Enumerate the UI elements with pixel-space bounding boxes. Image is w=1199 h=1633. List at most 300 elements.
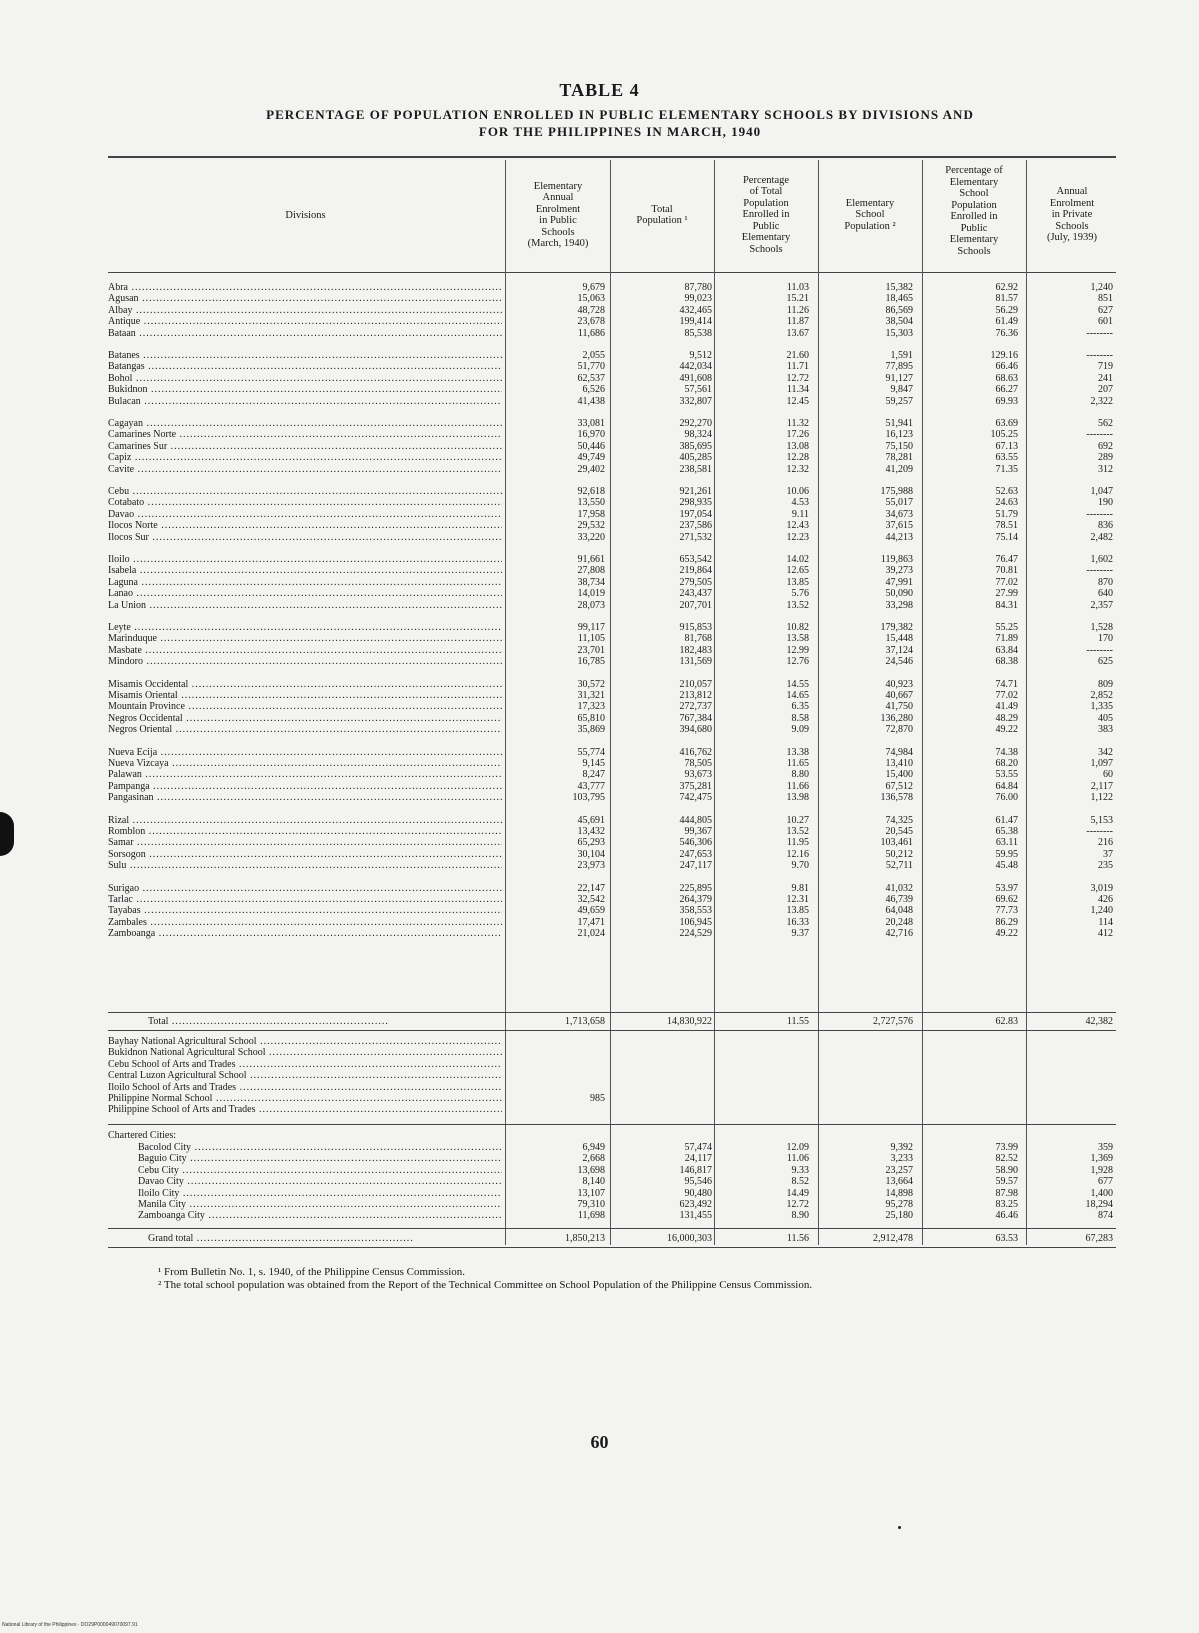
table-cell: 77,895 [885, 361, 913, 373]
table-cell: 2,322 [1090, 395, 1113, 407]
table-row [108, 577, 1116, 588]
table-cell: 53.97 [995, 882, 1018, 894]
schools-bottom-rule [108, 1124, 1116, 1125]
table-cell: 11,686 [577, 327, 605, 339]
table-cell: -------- [1086, 327, 1113, 339]
division-name: Marinduque ..... [108, 633, 502, 644]
scan-speck [898, 1526, 901, 1529]
table-cell: 33,081 [577, 418, 605, 429]
table-row [108, 849, 1116, 860]
division-name: Cavite ..... [108, 464, 502, 475]
table-cell: 9,679 [582, 282, 605, 293]
table-cell: 18,465 [885, 293, 913, 305]
division-name: Baguio City ..... [138, 1153, 502, 1164]
table-cell: 5,153 [1090, 814, 1113, 826]
table-cell: 24.63 [995, 497, 1018, 509]
table-cell: -------- [1086, 565, 1113, 577]
table-cell: 103,461 [880, 837, 913, 849]
table-cell: 33,220 [577, 531, 605, 543]
table-cell: 74.71 [995, 678, 1018, 690]
division-name: Zamboanga ..... [108, 928, 502, 939]
table-cell: 9.37 [791, 928, 809, 940]
table-cell: 45.48 [995, 860, 1018, 872]
table-cell: 37,615 [885, 520, 913, 532]
table-cell: 10.27 [786, 814, 809, 826]
table-cell: 74,984 [885, 746, 913, 758]
table-row [108, 883, 1116, 894]
table-cell: 1,928 [1090, 1164, 1113, 1176]
table-cell: 49,749 [577, 452, 605, 464]
table-cell: 52,711 [885, 860, 913, 872]
table-cell: 13,107 [577, 1187, 605, 1199]
table-cell: 985 [590, 1093, 605, 1104]
table-cell: 272,737 [679, 701, 712, 713]
table-cell: 625 [1098, 656, 1113, 668]
school-name: Bukidnon National Agricultural School ..... [108, 1047, 502, 1058]
table-cell: 75,150 [885, 440, 913, 452]
table-cell: 546,306 [679, 837, 712, 849]
division-name: Lanao ..... [108, 588, 502, 599]
table-cell: 11.26 [786, 304, 809, 316]
table-cell: 57,561 [684, 384, 712, 396]
table-cell: 77.02 [995, 690, 1018, 701]
total-row [108, 1016, 1116, 1027]
table-cell: 55,774 [577, 746, 605, 758]
table-cell: 71.89 [995, 633, 1018, 645]
table-cell: -------- [1086, 826, 1113, 837]
table-cell: 42,716 [885, 928, 913, 940]
table-row [108, 815, 1116, 826]
division-name: Misamis Occidental ..... [108, 679, 502, 690]
table-cell: 11.32 [786, 418, 809, 429]
division-name: Rizal ..... [108, 815, 502, 826]
table-cell: 11.34 [786, 384, 809, 396]
table-cell: 16,970 [577, 429, 605, 441]
city-row [108, 1210, 1116, 1221]
table-row [108, 328, 1116, 339]
table-row [108, 679, 1116, 690]
division-name: Davao ..... [108, 509, 502, 520]
table-cell: 63.11 [995, 837, 1018, 849]
table-cell: 1,240 [1090, 282, 1113, 293]
school-name: Philippine School of Arts and Trades ..... [108, 1104, 502, 1115]
division-name: Bacolod City ..... [138, 1142, 502, 1153]
table-cell: 8.58 [791, 712, 809, 724]
division-name: Batanes ..... [108, 350, 502, 361]
table-cell: 12.72 [786, 1199, 809, 1210]
table-cell: 136,280 [880, 712, 913, 724]
table-cell: 358,553 [679, 905, 712, 917]
division-name: Isabela ..... [108, 565, 502, 576]
division-name: Bukidnon ..... [108, 384, 502, 395]
table-cell: 60 [1103, 769, 1113, 781]
table-cell: 49.22 [995, 928, 1018, 940]
table-row [108, 418, 1116, 429]
table-cell: 17,471 [577, 916, 605, 928]
table-cell: 13.52 [786, 826, 809, 837]
table-cell: 640 [1098, 588, 1113, 600]
table-cell: 28,073 [577, 599, 605, 611]
table-cell: 874 [1098, 1210, 1113, 1222]
table-cell: -------- [1086, 350, 1113, 361]
table-cell: 8.90 [791, 1210, 809, 1222]
table-cell: 46,739 [885, 894, 913, 905]
table-cell: 65,293 [577, 837, 605, 849]
table-row [108, 600, 1116, 611]
table-row [108, 316, 1116, 327]
table-cell: 76.00 [995, 792, 1018, 804]
school-name: Cebu School of Arts and Trades ..... [108, 1059, 502, 1070]
subtitle-line-1: PERCENTAGE OF POPULATION ENROLLED IN PUBLIC ELEMENTARY SCHOOLS BY DIVISIONS AND [266, 107, 974, 122]
division-name: Masbate ..... [108, 645, 502, 656]
table-cell: 64.84 [995, 780, 1018, 792]
table-cell: 16.33 [786, 916, 809, 928]
table-cell: 62.83 [995, 1016, 1018, 1027]
table-cell: 31,321 [577, 690, 605, 701]
table-cell: 99,367 [684, 826, 712, 837]
table-cell: 50,446 [577, 440, 605, 452]
table-cell: 63.69 [995, 418, 1018, 429]
table-cell: 43,777 [577, 780, 605, 792]
table-cell: 2,912,478 [873, 1233, 913, 1244]
table-cell: 210,057 [679, 678, 712, 690]
table-cell: 1,713,658 [565, 1016, 605, 1027]
scan-credit: National Library of the Philippines · DO29P000049070097.91 [2, 1622, 138, 1628]
school-row [108, 1036, 1116, 1047]
table-cell: 1,097 [1090, 758, 1113, 769]
table-cell: 66.27 [995, 384, 1018, 396]
table-cell: 63.55 [995, 452, 1018, 464]
table-cell: 69.93 [995, 395, 1018, 407]
table-cell: 12.72 [786, 372, 809, 384]
table-row [108, 747, 1116, 758]
table-cell: 11.56 [786, 1233, 809, 1244]
table-cell: 719 [1098, 361, 1113, 373]
table-cell: 105.25 [990, 429, 1018, 441]
school-row [108, 1093, 1116, 1104]
table-cell: 677 [1098, 1176, 1113, 1188]
division-name: Manila City ..... [138, 1199, 502, 1210]
table-cell: 224,529 [679, 928, 712, 940]
table-cell: 11.06 [786, 1153, 809, 1165]
division-name: Laguna ..... [108, 577, 502, 588]
table-row [108, 837, 1116, 848]
table-cell: 136,578 [880, 792, 913, 804]
division-name: Pangasinan ..... [108, 792, 502, 803]
table-cell: 63.84 [995, 644, 1018, 656]
table-cell: 62,537 [577, 372, 605, 384]
table-cell: 243,437 [679, 588, 712, 600]
table-cell: 92,618 [577, 486, 605, 497]
table-cell: 3,019 [1090, 882, 1113, 894]
header-enrolment: Elementary Annual Enrolment in Public Schools (March, 1940) [527, 180, 589, 249]
table-row [108, 928, 1116, 939]
table-cell: 385,695 [679, 440, 712, 452]
header-private-enrolment: Annual Enrolment in Private Schools (July, 1939) [1046, 186, 1098, 244]
table-cell: 38,734 [577, 576, 605, 588]
table-cell: 11.03 [786, 282, 809, 293]
table-cell: -------- [1086, 644, 1113, 656]
table-cell: 67,512 [885, 780, 913, 792]
table-cell: 27,808 [577, 565, 605, 577]
table-cell: 99,117 [577, 622, 605, 633]
table-cell: 12.09 [786, 1142, 809, 1153]
table-cell: 87,780 [684, 282, 712, 293]
table-cell: 74.38 [995, 746, 1018, 758]
table-cell: 44,213 [885, 531, 913, 543]
table-cell: 2,055 [582, 350, 605, 361]
table-cell: 119,863 [880, 554, 913, 565]
division-name: Ilocos Norte ..... [108, 520, 502, 531]
page-number: 60 [590, 1432, 609, 1452]
table-cell: 50,212 [885, 848, 913, 860]
table-cell: 41,438 [577, 395, 605, 407]
division-name: Nueva Vizcaya ..... [108, 758, 502, 769]
table-cell: 289 [1098, 452, 1113, 464]
table-cell: 14,898 [885, 1187, 913, 1199]
table-row [108, 396, 1116, 407]
table-cell: 2,117 [1090, 780, 1113, 792]
table-cell: 47,991 [885, 576, 913, 588]
table-cell: 491,608 [679, 372, 712, 384]
table-cell: 13.98 [786, 792, 809, 804]
table-title: TABLE 4 [559, 80, 640, 100]
table-cell: 235 [1098, 860, 1113, 872]
table-row [108, 701, 1116, 712]
school-name: Bayhay National Agricultural School ..... [108, 1036, 502, 1047]
table-cell: 279,505 [679, 576, 712, 588]
table-cell: 8.52 [791, 1176, 809, 1188]
table-cell: 78,505 [684, 758, 712, 769]
table-cell: 13.67 [786, 327, 809, 339]
division-name: Pampanga ..... [108, 781, 502, 792]
table-cell: 14,019 [577, 588, 605, 600]
table-row [108, 532, 1116, 543]
table-row [108, 758, 1116, 769]
table-cell: 332,807 [679, 395, 712, 407]
table-cell: 95,546 [684, 1176, 712, 1188]
table-cell: 1,122 [1090, 792, 1113, 804]
table-cell: 851 [1098, 293, 1113, 305]
table-cell: 42,382 [1085, 1016, 1113, 1027]
table-cell: 65,810 [577, 712, 605, 724]
table-cell: 12.31 [786, 894, 809, 905]
table-row [108, 486, 1116, 497]
table-cell: 14.65 [786, 690, 809, 701]
division-name: Negros Oriental ..... [108, 724, 502, 735]
table-cell: 190 [1098, 497, 1113, 509]
table-row [108, 826, 1116, 837]
table-cell: 241 [1098, 372, 1113, 384]
table-cell: 81,768 [684, 633, 712, 645]
table-row [108, 622, 1116, 633]
table-cell: 225,895 [679, 882, 712, 894]
division-name: Total ..... [108, 1016, 502, 1027]
table-cell: 207,701 [679, 599, 712, 611]
table-cell: 51,941 [885, 418, 913, 429]
table-row [108, 917, 1116, 928]
table-cell: 237,586 [679, 520, 712, 532]
table-cell: 27.99 [995, 588, 1018, 600]
footnote-2: ² The total school population was obtained from the Report of the Technical Committee on School Population of the Philippine Census Commission. [158, 1279, 813, 1291]
school-row [108, 1104, 1116, 1115]
table-cell: 13,410 [885, 758, 913, 769]
table-cell: 14.02 [786, 554, 809, 565]
division-name: Sulu ..... [108, 860, 502, 871]
table-cell: 9.81 [791, 882, 809, 894]
table-cell: 51.79 [995, 508, 1018, 520]
table-cell: 14.55 [786, 678, 809, 690]
division-name: Romblon ..... [108, 826, 502, 837]
table-cell: 23,973 [577, 860, 605, 872]
table-row [108, 429, 1116, 440]
table-row [108, 361, 1116, 372]
table-cell: 342 [1098, 746, 1113, 758]
table-cell: 12.65 [786, 565, 809, 577]
table-cell: 34,673 [885, 508, 913, 520]
table-row [108, 724, 1116, 735]
table-cell: 627 [1098, 304, 1113, 316]
table-cell: 312 [1098, 463, 1113, 475]
table-cell: 14,830,922 [667, 1016, 712, 1027]
table-cell: 76.47 [995, 554, 1018, 565]
school-name: Iloilo School of Arts and Trades ..... [108, 1082, 502, 1093]
table-cell: 93,673 [684, 769, 712, 781]
table-cell: 12.45 [786, 395, 809, 407]
division-name: Abra ..... [108, 282, 502, 293]
table-row [108, 497, 1116, 508]
table-cell: 1,528 [1090, 622, 1113, 633]
table-row [108, 441, 1116, 452]
footnotes [108, 1266, 1116, 1292]
table-cell: 9.09 [791, 724, 809, 736]
table-row [108, 293, 1116, 304]
table-cell: 29,402 [577, 463, 605, 475]
table-cell: 72,870 [885, 724, 913, 736]
header-divisions: Divisions [285, 209, 326, 221]
table-cell: 15,303 [885, 327, 913, 339]
school-row [108, 1047, 1116, 1058]
table-row [108, 520, 1116, 531]
division-name: Zambales ..... [108, 917, 502, 928]
header-school-population: Elementary School Population ² [844, 197, 896, 232]
table-cell: 90,480 [684, 1187, 712, 1199]
table-cell: 32,542 [577, 894, 605, 905]
table-cell: 264,379 [679, 894, 712, 905]
table-row [108, 384, 1116, 395]
table-cell: 67,283 [1085, 1233, 1113, 1244]
division-name: Grand total ..... [108, 1233, 502, 1244]
grand-total-bottom-rule [108, 1247, 1116, 1248]
table-cell: 64,048 [885, 905, 913, 917]
table-cell: 20,545 [885, 826, 913, 837]
table-cell: 30,572 [577, 678, 605, 690]
division-name: Davao City ..... [138, 1176, 502, 1187]
table-cell: 76.36 [995, 327, 1018, 339]
table-cell: 41.49 [995, 701, 1018, 713]
table-row [108, 769, 1116, 780]
table-cell: 182,483 [679, 644, 712, 656]
chartered-cities-label-row [108, 1130, 1116, 1141]
city-row [108, 1165, 1116, 1176]
table-cell: 9,847 [890, 384, 913, 396]
table-cell: 13.52 [786, 599, 809, 611]
table-cell: 16,785 [577, 656, 605, 668]
division-name: Iloilo ..... [108, 554, 502, 565]
table-cell: 73.99 [995, 1142, 1018, 1153]
table-cell: 65.38 [995, 826, 1018, 837]
table-cell: 114 [1098, 916, 1113, 928]
table-cell: 66.46 [995, 361, 1018, 373]
division-name: Capiz ..... [108, 452, 502, 463]
table-cell: 2,852 [1090, 690, 1113, 701]
table-row [108, 781, 1116, 792]
table-cell: 271,532 [679, 531, 712, 543]
table-cell: 442,034 [679, 361, 712, 373]
table-cell: 37 [1103, 848, 1113, 860]
table-cell: 95,278 [885, 1199, 913, 1210]
table-cell: 59,257 [885, 395, 913, 407]
table-cell: -------- [1086, 429, 1113, 441]
total-top-rule [108, 1012, 1116, 1013]
table-cell: 15,382 [885, 282, 913, 293]
table-cell: 412 [1098, 928, 1113, 940]
table-cell: 767,384 [679, 712, 712, 724]
table-cell: 921,261 [679, 486, 712, 497]
table-cell: 29,532 [577, 520, 605, 532]
table-cell: 179,382 [880, 622, 913, 633]
table-cell: 23,678 [577, 316, 605, 328]
table-cell: 129.16 [990, 350, 1018, 361]
division-name: Bulacan ..... [108, 396, 502, 407]
table-cell: 432,465 [679, 304, 712, 316]
city-row [108, 1199, 1116, 1210]
division-name: Cebu ..... [108, 486, 502, 497]
table-cell: 1,047 [1090, 486, 1113, 497]
table-cell: 562 [1098, 418, 1113, 429]
school-name: Central Luzon Agricultural School ..... [108, 1070, 502, 1081]
table-cell: 9.70 [791, 860, 809, 872]
table-cell: 199,414 [679, 316, 712, 328]
table-cell: 35,869 [577, 724, 605, 736]
table-cell: 2,668 [582, 1153, 605, 1165]
table-cell: 17,958 [577, 508, 605, 520]
table-cell: 13,550 [577, 497, 605, 509]
table-cell: 8,140 [582, 1176, 605, 1188]
table-cell: 444,805 [679, 814, 712, 826]
table-cell: 12.16 [786, 848, 809, 860]
table-cell: 13.85 [786, 905, 809, 917]
table-cell: 23,257 [885, 1164, 913, 1176]
division-name: Mountain Province ..... [108, 701, 502, 712]
table-cell: 175,988 [880, 486, 913, 497]
table-cell: 75.14 [995, 531, 1018, 543]
table-cell: 15,448 [885, 633, 913, 645]
table-cell: 1,602 [1090, 554, 1113, 565]
table-cell: 13,432 [577, 826, 605, 837]
table-cell: 74,325 [885, 814, 913, 826]
header-percent-school: Percentage of Elementary School Population Enrolled in Public Elementary Schools [945, 165, 1003, 257]
division-name: Ilocos Sur ..... [108, 532, 502, 543]
city-row [108, 1176, 1116, 1187]
table-cell: 59.57 [995, 1176, 1018, 1188]
division-name: Misamis Oriental ..... [108, 690, 502, 701]
table-cell: 292,270 [679, 418, 712, 429]
table-row [108, 373, 1116, 384]
table-cell: 2,357 [1090, 599, 1113, 611]
city-row [108, 1153, 1116, 1164]
table-cell: 77.02 [995, 576, 1018, 588]
